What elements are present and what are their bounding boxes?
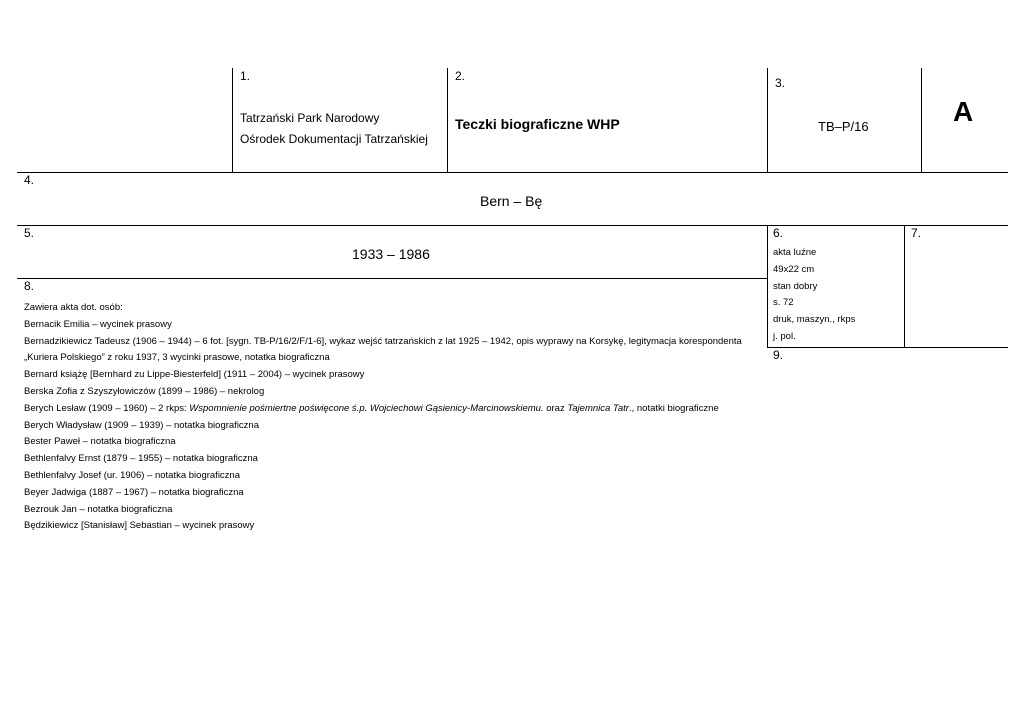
physical-description bbox=[773, 245, 855, 346]
list-item: Berska Zofia z Szyszyłowiczów (1899 – 1986) – nekrolog bbox=[24, 385, 265, 397]
manuscript-title-1: Wspomnienie pośmiertne poświęcone ś.p. Wojciechowi Gąsienicy-Marcinowskiemu. bbox=[189, 402, 544, 414]
physical-form: akta luźne bbox=[773, 247, 817, 258]
field-9-number: 9. bbox=[773, 348, 784, 362]
list-item: Bernacik Emilia – wycinek prasowy bbox=[24, 318, 172, 330]
name-range: Bern – Bę bbox=[480, 193, 543, 209]
list-item: Bernadzikiewicz Tadeusz (1906 – 1944) – 6 fot. [sygn. TB-P/16/2/F/1-6], wykaz wejść tatrzańskich z lat 1925 – 1942, opis wyprawy na Korsykę, legitymacja korespondenta bbox=[24, 335, 742, 347]
signature-code: TB–P/16 bbox=[818, 119, 869, 134]
date-range: 1933 – 1986 bbox=[352, 246, 430, 262]
field-7-number: 7. bbox=[911, 226, 922, 240]
rule-v-f7-left bbox=[904, 225, 905, 347]
rule-h-f6-bottom bbox=[767, 347, 1008, 348]
list-item: Berych Władysław (1909 – 1939) – notatka biograficzna bbox=[24, 419, 259, 431]
collection-title: Teczki biograficzne WHP bbox=[455, 116, 620, 132]
entry-text: Berych Lesław (1909 – 1960) – 2 rkps: bbox=[24, 402, 190, 414]
field-1-number: 1. bbox=[240, 69, 251, 83]
physical-pages: s. 72 bbox=[773, 297, 794, 309]
field-2-number: 2. bbox=[455, 69, 466, 83]
list-item-berych-lestaw bbox=[24, 401, 784, 418]
manuscript-title-2: Tajemnica Tatr bbox=[567, 402, 629, 414]
field-4-number: 4. bbox=[24, 173, 35, 187]
field-6-number: 6. bbox=[773, 226, 784, 240]
contents-list bbox=[24, 300, 784, 535]
list-item: Będzikiewicz [Stanisław] Sebastian – wycinek prasowy bbox=[24, 520, 255, 532]
rule-v-fA-left bbox=[921, 68, 922, 172]
institution-unit: Ośrodek Dokumentacji Tatrzańskiej bbox=[240, 132, 428, 146]
rule-h-f5-bottom bbox=[17, 278, 767, 279]
list-item: Bethlenfalvy Ernst (1879 – 1955) – notatka biograficzna bbox=[24, 453, 258, 465]
contents-intro: Zawiera akta dot. osób: bbox=[24, 302, 123, 313]
entry-text: oraz bbox=[543, 402, 568, 414]
rule-h-f4-bottom bbox=[17, 225, 1008, 226]
institution-name: Tatrzański Park Narodowy bbox=[240, 111, 380, 125]
field-3-number: 3. bbox=[775, 76, 786, 90]
list-item: Bethlenfalvy Josef (ur. 1906) – notatka biograficzna bbox=[24, 469, 240, 481]
list-item: „Kuriera Polskiego” z roku 1937, 3 wycinki prasowe, notatka biograficzna bbox=[24, 352, 330, 364]
physical-size: 49x22 cm bbox=[773, 263, 815, 275]
list-item: Bezrouk Jan – notatka biograficzna bbox=[24, 503, 173, 515]
rule-h-top-block bbox=[17, 172, 1008, 173]
field-8-number: 8. bbox=[24, 279, 35, 293]
physical-medium: druk, maszyn., rkps bbox=[773, 314, 856, 326]
category-letter: A bbox=[953, 96, 974, 127]
list-item: Beyer Jadwiga (1887 – 1967) – notatka biograficzna bbox=[24, 486, 244, 498]
rule-v-f1-left bbox=[232, 68, 233, 172]
entry-text: ., notatki biograficzne bbox=[628, 402, 719, 414]
rule-v-f3-left bbox=[767, 68, 768, 172]
list-item: Bester Paweł – notatka biograficzna bbox=[24, 436, 176, 448]
field-5-number: 5. bbox=[24, 226, 35, 240]
physical-condition: stan dobry bbox=[773, 280, 818, 292]
rule-v-f2-left bbox=[447, 68, 448, 172]
physical-language: j. pol. bbox=[773, 330, 796, 342]
list-item: Bernard książę [Bernhard zu Lippe-Biesterfeld] (1911 – 2004) – wycinek prasowy bbox=[24, 369, 365, 381]
